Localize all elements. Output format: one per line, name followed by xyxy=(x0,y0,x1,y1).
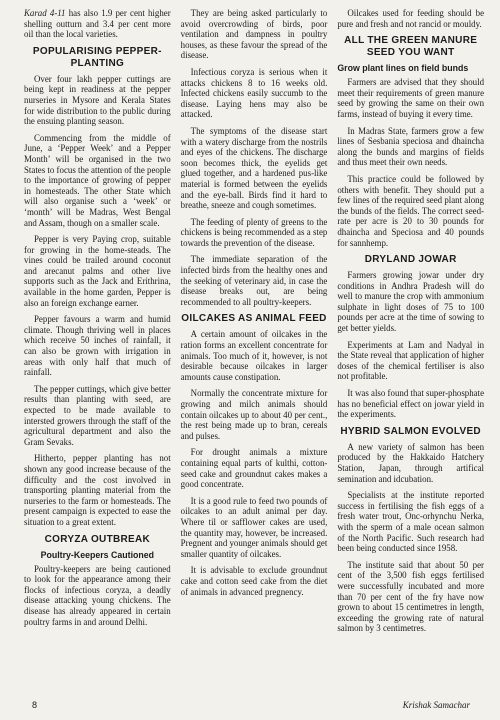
coryza-heading: CORYZA OUTBREAK xyxy=(44,533,151,545)
pepper-paragraph: The pepper cuttings, which give better results than planting with seed, are expected to be made available to intersted growers through the staff of the agricultural department and also the Gram Sevaks. xyxy=(24,383,171,447)
jowar-paragraph: Experiments at Lam and Nadyal in the State reveal that application of higher doses of the chemical fertiliser is also not profitable. xyxy=(337,339,485,382)
magazine-title: Krishak Samachar xyxy=(402,700,470,710)
oilcakes-paragraph: Oilcakes used for feeding should be pure and fresh and not rancid or mouldy. xyxy=(337,8,485,29)
pepper-paragraph: Pepper is very Paying crop, suitable for growing in the home-steads. The vines could be trailed around coconut and arecanut palms and other live supports such as the Jack and Erithrina, available in the home garden, Pepper is also an foreign exchange earner. xyxy=(24,234,171,308)
coryza-paragraph: Infectious coryza is serious when it attacks chickens 8 to 16 weeks old. Infected chickens easily succumb to the disease. Laying hens may also be attacked. xyxy=(180,66,328,120)
jowar-heading: DRYLAND JOWAR xyxy=(364,254,457,266)
coryza-paragraph: Poultry-keepers are being cautioned to look for the appearance among their flocks of infectious coryza, a deadly disease attacking young chickens. The disease has already appeared in certain poultry farms in and around Delhi. xyxy=(24,563,171,627)
page-footer xyxy=(0,700,500,714)
pepper-paragraph: Commencing from the middle of June, a ‘Pepper Week’ and a Pepper Month’ will be organised in the two States to focus the attention of the people to the importance of growing of pepper in homesteads. The other State which will also organise such a ‘week’ or ‘month’ will be Madras, West Bengal and Assam, though on a smaller scale. xyxy=(24,132,171,228)
pepper-paragraph: Over four lakh pepper cuttings are being kept in readiness at the pepper nurseries in Mysore and Kerala States for wide distribution to the public during the ensuing planting season. xyxy=(24,73,171,127)
salmon-paragraph: Specialists at the institute reported success in fertilising the fish eggs of a fresh water trout, Onc-orhynchu Nerka, with the sperm of a male ocean salmon of the North Pacific. Such research had been being conducted since 1958. xyxy=(337,490,485,554)
pepper-heading: POPULARISING PEPPER-PLANTING xyxy=(32,45,162,69)
green-manure-heading: ALL THE GREEN MANURE SEED YOU WANT xyxy=(344,35,478,59)
salmon-paragraph: The institute said that about 50 per cent of the 3,500 fish eggs fertilised were successfully incubated and more than 70 per cent of the fry have now grown to about 15 centimetres in length, exceeding the growing rate of natural salmon by 3 centimetres. xyxy=(337,559,485,634)
intro-lead: Karad 4-11 xyxy=(24,8,66,18)
column-3 xyxy=(337,8,484,698)
coryza-paragraph: The symptoms of the disease start with a watery discharge from the nostrils and eyes of the chickens. The discharge soon becomes thick, the eyelids get glued together, and a hardened pus-like material is formed between the eyelids and the eye-ball. Birds find it hard to breathe, sneeze and cough sometimes. xyxy=(180,125,328,211)
green-manure-subheading: Grow plant lines on field bunds xyxy=(337,63,469,74)
column-1 xyxy=(24,8,171,698)
oilcakes-paragraph: A certain amount of oilcakes in the ration forms an excellent concentrate for animals. Too much of it, however, is not desirable because oilcakes in larger amounts cause constipation. xyxy=(180,329,328,382)
coryza-paragraph: They are being asked particularly to avoid overcrowding of birds, poor ventilation and dampness in poultry houses, as these favour the spread of the disease. xyxy=(180,8,328,61)
pepper-paragraph: Hitherto, pepper planting has not shown any good increase because of the difficulty and the cost involved in transporting planting material from the nurseries to the farm or homesteads. The present campaign is expected to ease the situation to a great extent. xyxy=(24,453,171,527)
salmon-paragraph: A new variety of salmon has been produced by the Hakkaido Hatchery Station, Japan, through artifical semination and idcubation. xyxy=(337,441,485,484)
oilcakes-heading: OILCAKES AS ANIMAL FEED xyxy=(181,313,327,325)
column-2 xyxy=(181,8,328,698)
salmon-heading: HYBRID SALMON EVOLVED xyxy=(340,425,481,437)
coryza-paragraph: The feeding of plenty of greens to the chickens is being recommended as a step towards the prevention of the disease. xyxy=(180,216,328,248)
jowar-paragraph: Farmers growing jowar under dry conditions in Andhra Pradesh will do well to manure the crop with ammonium sulphate in light doses of 75 to 100 pounds per acre at the time of sowing to get better yields. xyxy=(337,270,485,334)
green-manure-paragraph: This practice could be followed by others with benefit. They should put a few lines of the required seed plant along the bunds of the fields. The correct seed-rate per acre is 20 to 30 pounds for dhaincha and Speciosa and 40 pounds for sannhemp. xyxy=(337,173,485,248)
magazine-page xyxy=(24,8,484,698)
oilcakes-paragraph: It is a good rule to feed two pounds of oilcakes to an adult animal per day. Where til or safflower cakes are used, the quantity may, however, be increased. Pregnent and younger animals should get smaller quantity of oilcakes. xyxy=(180,495,328,559)
page-number: 8 xyxy=(32,700,38,710)
coryza-paragraph: The immediate separation of the infected birds from the healthy ones and the seeking of veterinary aid, in case the disease breaks out, are being recommended to all poultry-keepers. xyxy=(180,254,328,307)
green-manure-paragraph: Farmers are advised that they should meet their requirements of green manure seed by growing the same on their own farms, instead of buying it every time. xyxy=(337,77,485,119)
oilcakes-paragraph: Normally the concentrate mixture for growing and milch animals should contain oilcakes up to about 40 per cent., the rest being made up to bran, cereals and pulses. xyxy=(180,388,328,441)
pepper-paragraph: Pepper favours a warm and humid climate. Though thriving well in places which receive 50 inches of rainfall, it can also be grown with irrigation in areas with only half that much of rainfall. xyxy=(24,314,171,378)
coryza-subheading: Poultry-Keepers Cautioned xyxy=(40,549,155,560)
oilcakes-paragraph: It is advisable to exclude groundnut cake and cotton seed cake from the diet of animals in advanced pregnency. xyxy=(180,565,328,597)
green-manure-paragraph: In Madras State, farmers grow a few lines of Sesbania speciosa and dhaincha along the bunds and margins of fields and thus meet their own needs. xyxy=(337,125,485,168)
intro-text: has also 1.9 per cent higher shelling outturn and 3.4 per cent more oil than the local varieties. xyxy=(24,8,171,40)
oilcakes-paragraph: For drought animals a mixture containing equal parts of kulthi, cotton-seed cake and groundnut cakes makes a good concentrate. xyxy=(180,447,328,490)
jowar-paragraph: It was also found that super-phosphate has no beneficial effect on jowar yield in the experiments. xyxy=(337,388,485,420)
intro-paragraph xyxy=(24,8,171,40)
